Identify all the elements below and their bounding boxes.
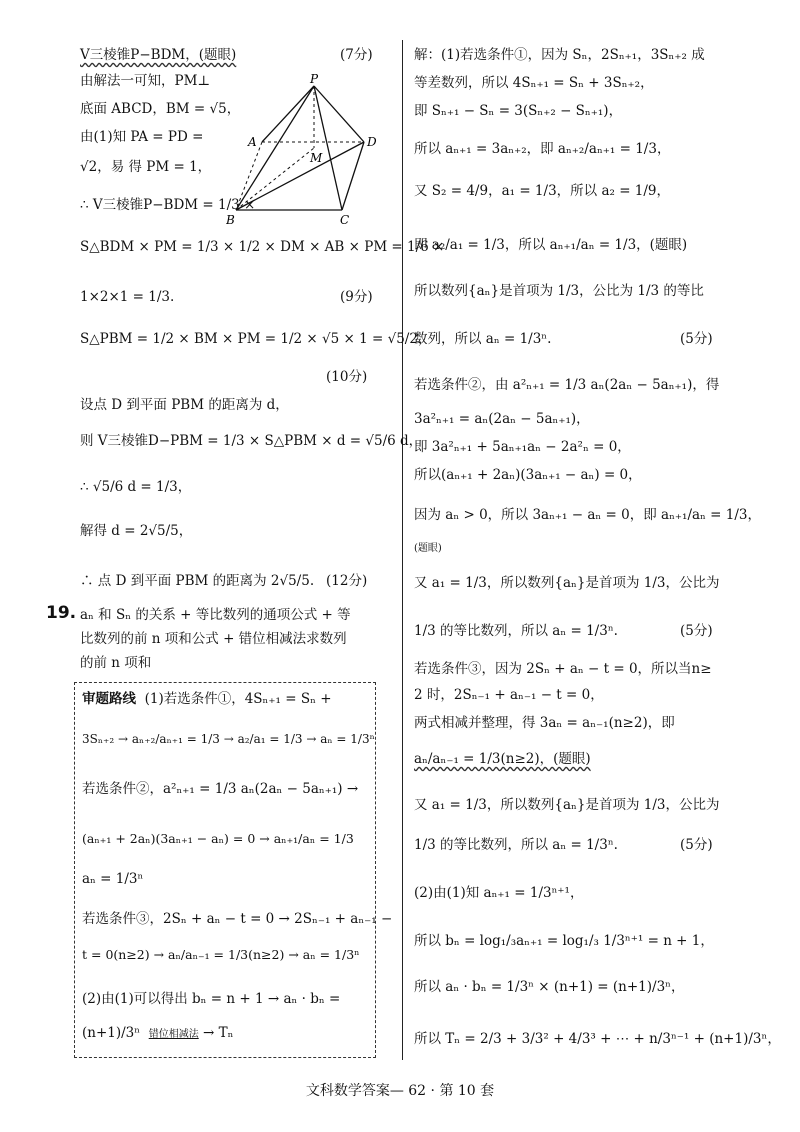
sol-6: 即 a₂/a₁ = 1/3，所以 aₙ₊₁/aₙ = 1/3，(题眼) (414, 237, 688, 253)
line-8: S△PBM = 1/2 × BM × PM = 1/2 × √5 × 1 = √5/2， (80, 331, 432, 347)
sol-26: 所以 Tₙ = 2/3 + 3/3² + 4/3³ + ⋯ + n/3ⁿ⁻¹ + (n+1)/3ⁿ， (414, 1031, 781, 1047)
label-m: M (310, 151, 323, 165)
column-divider (402, 40, 403, 1060)
score-9: (9分) (340, 289, 373, 305)
sol-14: (题眼) (414, 543, 442, 554)
sol-25: 所以 aₙ · bₙ = 1/3ⁿ × (n+1) = (n+1)/3ⁿ， (414, 979, 685, 995)
sol-21: 又 a₁ = 1/3，所以数列{aₙ}是首项为 1/3，公比为 (414, 797, 720, 813)
route-line-7: t = 0(n≥2) → aₙ/aₙ₋₁ = 1/3(n≥2) → aₙ = 1/3ⁿ (82, 947, 360, 962)
sol-7: 所以数列{aₙ}是首项为 1/3，公比为 1/3 的等比 (414, 283, 704, 299)
route-line-8: (2)由(1)可以得出 bₙ = n + 1 → aₙ · bₙ = (82, 991, 341, 1007)
route-line-3: 若选条件②，a²ₙ₊₁ = 1/3 aₙ(2aₙ − 5aₙ₊₁) → (82, 781, 359, 797)
sol-11: 即 3a²ₙ₊₁ + 5aₙ₊₁aₙ − 2a²ₙ = 0， (414, 439, 631, 455)
route-line-5: aₙ = 1/3ⁿ (82, 871, 144, 887)
score-10: (10分) (326, 369, 368, 385)
sol-18: 2 时，2Sₙ₋₁ + aₙ₋₁ − t = 0， (414, 687, 604, 703)
route-tn: Tₙ (218, 1025, 234, 1041)
score-5a: (5分) (680, 331, 713, 347)
line-3: 由(1)知 PA = PD = (80, 129, 204, 145)
line-13: ∴ 点 D 到平面 PBM 的距离为 2√5/5. (80, 573, 315, 589)
sol-2: 等差数列，所以 4Sₙ₊₁ = Sₙ + 3Sₙ₊₂， (414, 75, 654, 91)
route-text-1: (1)若选条件①，4Sₙ₊₁ = Sₙ + (144, 691, 332, 707)
route-title: 审题路线 (82, 691, 136, 707)
sol-16: 1/3 的等比数列，所以 aₙ = 1/3ⁿ. (414, 623, 618, 639)
line-11: ∴ √5/6 d = 1/3， (80, 479, 192, 495)
sol-8: 数列，所以 aₙ = 1/3ⁿ. (414, 331, 552, 347)
sol-24: 所以 bₙ = log₁/₃aₙ₊₁ = log₁/₃ 1/3ⁿ⁺¹ = n + 1， (414, 933, 714, 949)
question-topic-3: 的前 n 项和 (80, 655, 152, 671)
question-topic-1: aₙ 和 Sₙ 的关系 + 等比数列的通项公式 + 等 (80, 607, 351, 623)
label-c: C (340, 213, 350, 227)
score-5c: (5分) (680, 837, 713, 853)
sol-23: (2)由(1)知 aₙ₊₁ = 1/3ⁿ⁺¹， (414, 885, 584, 901)
pyramid-figure (226, 72, 386, 232)
sol-5: 又 S₂ = 4/9，a₁ = 1/3，所以 a₂ = 1/9， (414, 183, 671, 199)
sol-1: 解：(1)若选条件①，因为 Sₙ，2Sₙ₊₁，3Sₙ₊₂ 成 (414, 47, 705, 63)
sol-20 (414, 750, 591, 768)
sol-10: 3a²ₙ₊₁ = aₙ(2aₙ − 5aₙ₊₁)， (414, 411, 590, 427)
sol-4: 所以 aₙ₊₁ = 3aₙ₊₂，即 aₙ₊₂/aₙ₊₁ = 1/3， (414, 141, 671, 157)
sol-12: 所以(aₙ₊₁ + 2aₙ)(3aₙ₊₁ − aₙ) = 0， (414, 467, 642, 483)
sol-20-text: aₙ/aₙ₋₁ = 1/3(n≥2)，(题眼) (414, 751, 591, 767)
page-footer: 文科数学答案— 62 · 第 10 套 (305, 1083, 495, 1099)
label-p: P (310, 72, 319, 86)
route-fraction: (n+1)/3ⁿ (82, 1025, 141, 1041)
line-7: 1×2×1 = 1/3. (80, 289, 175, 305)
route-line-2: 3Sₙ₊₂ → aₙ₊₂/aₙ₊₁ = 1/3 → a₂/a₁ = 1/3 → aₙ = 1/3ⁿ (82, 732, 375, 746)
line-10: 则 V三棱锥D−PBM = 1/3 × S△PBM × d = √5/6 d， (80, 433, 423, 449)
question-topic-2: 比数列的前 n 项和公式 + 错位相减法求数列 (80, 631, 347, 647)
line-4: √2，易 得 PM = 1， (80, 159, 212, 175)
label-b: B (226, 213, 235, 227)
score-7: (7分) (340, 47, 373, 63)
line-2: 底面 ABCD，BM = √5， (80, 101, 241, 117)
route-line-9: (n+1)/3ⁿ 错位相减法 → Tₙ (82, 1025, 234, 1041)
route-method-label: 错位相减法 (148, 1029, 199, 1040)
route-line-6: 若选条件③，2Sₙ + aₙ − t = 0 → 2Sₙ₋₁ + aₙ₋₁ − (82, 911, 393, 927)
label-d: D (367, 135, 377, 149)
label-a: A (248, 135, 257, 149)
route-line-1 (82, 690, 332, 708)
route-line-4: (aₙ₊₁ + 2aₙ)(3aₙ₊₁ − aₙ) = 0 → aₙ₊₁/aₙ = 1/3 (82, 831, 354, 846)
line-12: 解得 d = 2√5/5， (80, 523, 193, 539)
sol-17: 若选条件③，因为 2Sₙ + aₙ − t = 0，所以当n≥ (414, 661, 712, 677)
sol-22: 1/3 的等比数列，所以 aₙ = 1/3ⁿ. (414, 837, 618, 853)
sol-3: 即 Sₙ₊₁ − Sₙ = 3(Sₙ₊₂ − Sₙ₊₁)， (414, 103, 623, 119)
line-1: 由解法一可知，PM⊥ (80, 73, 211, 89)
line-5: ∴ V三棱锥P−BDM = 1/3 × (80, 197, 256, 213)
question-number: 19. (46, 603, 77, 623)
sol-19: 两式相减并整理，得 3aₙ = aₙ₋₁(n≥2)，即 (414, 715, 675, 731)
sol-9: 若选条件②，由 a²ₙ₊₁ = 1/3 aₙ(2aₙ − 5aₙ₊₁)，得 (414, 377, 720, 393)
line-9: 设点 D 到平面 PBM 的距离为 d， (80, 397, 289, 413)
score-12: (12分) (326, 573, 368, 589)
volume-label: V三棱锥P−BDM，(题眼) (80, 47, 237, 63)
sol-13: 因为 aₙ > 0，所以 3aₙ₊₁ − aₙ = 0，即 aₙ₊₁/aₙ = 1/3， (414, 507, 762, 523)
score-5b: (5分) (680, 623, 713, 639)
line-6: S△BDM × PM = 1/3 × 1/2 × DM × AB × PM = 1/6 × (80, 239, 445, 255)
sol-15: 又 a₁ = 1/3，所以数列{aₙ}是首项为 1/3，公比为 (414, 575, 720, 591)
